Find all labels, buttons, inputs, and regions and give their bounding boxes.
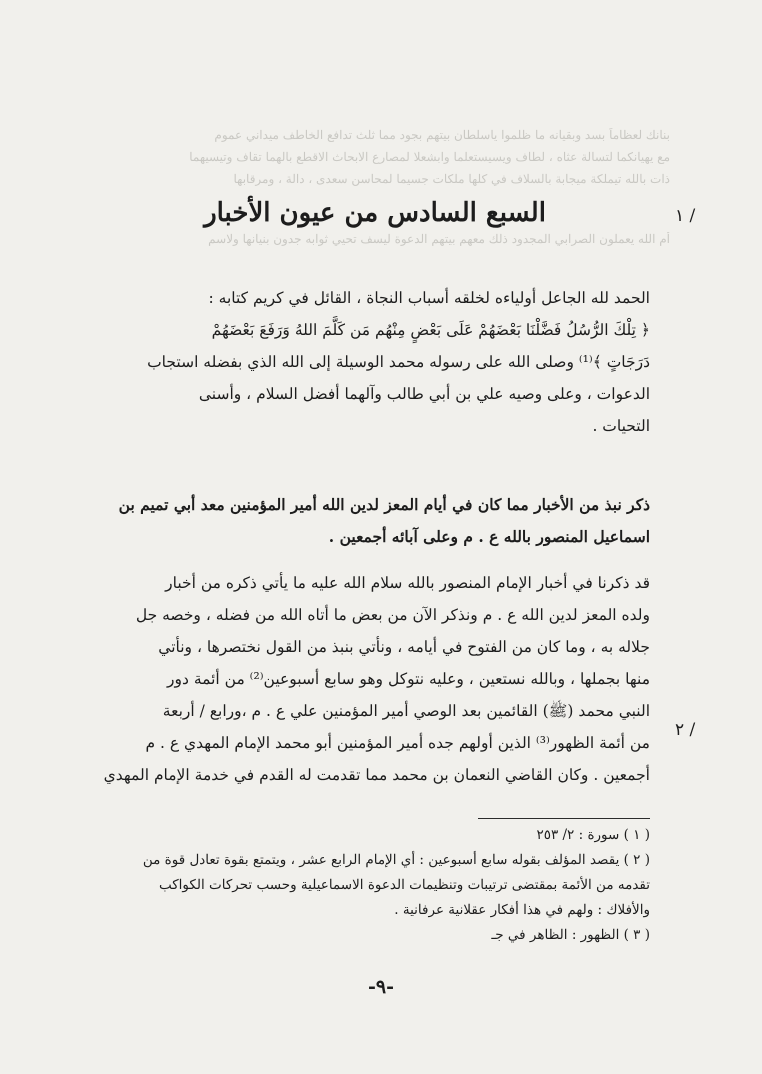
footnotes — [95, 823, 650, 948]
chapter-title: السبع السادس من عيون الأخبار — [204, 198, 546, 228]
quran-verse-line: ﴿ تِلْكَ الرُّسُلُ فَضَّلْنَا بَعْضَهُمْ عَلَى بَعْضٍ مِنْهُم مَن كَلَّمَ اللهُ وَرَفَعَ بَعْضَهُمْ — [211, 321, 650, 339]
bleed-through-text: ذات بالله تيملكة ميجابة بالسلاف في كلها ملكات جسيما لمحاسن سعدى ، دالة ، ومرقابها — [233, 172, 670, 186]
margin-number-1: ١ / — [675, 206, 696, 226]
bleed-through-text: أم الله يعملون الصرابي المجدود ذلك معهم بيتهم الدعوة ليسف تحيي ثوابه جدون بنيانها ولاسم — [208, 232, 670, 246]
body-paragraph — [95, 567, 650, 791]
text-line: ولده المعز لدين الله ع . م ونذكر الآن من بعض ما أتاه الله من فضله ، وخصه جل — [135, 606, 650, 624]
footnote-divider — [478, 818, 650, 819]
footnote-line: ( ١ ) سورة : ٢/ ٢٥٣ — [536, 827, 650, 843]
text-line: من أئمة الظهور⁽³⁾ الذين أولهم جده أمير المؤمنين أبو محمد الإمام المهدي ع . م — [145, 734, 650, 752]
text-line: دَرَجَاتٍ ﴾⁽¹⁾ وصلى الله على رسوله محمد الوسيلة إلى الله الذي بفضله استجاب — [147, 353, 650, 371]
text-line: قد ذكرنا في أخبار الإمام المنصور بالله سلام الله عليه ما يأتي ذكره من أخبار — [165, 574, 650, 592]
footnote-line: تقدمه من الأئمة بمقتضى ترتيبات وتنظيمات الدعوة الاسماعيلية وحسب تحركات الكواكب — [159, 877, 650, 893]
section-heading — [95, 489, 650, 553]
text-line: الدعوات ، وعلى وصيه علي بن أبي طالب وآلهما أفضل السلام ، وأسنى — [198, 385, 650, 403]
intro-paragraph — [95, 282, 650, 442]
text-line: النبي محمد (ﷺ) القائمين بعد الوصي أمير المؤمنين علي ع . م ،ورابع / أربعة — [162, 702, 650, 720]
text-line: منها بجملها ، وبالله نستعين ، وعليه نتوكل وهو سابع أسبوعين⁽²⁾ من أئمة دور — [167, 670, 650, 688]
margin-number-2: ٢ / — [675, 720, 696, 740]
heading-line: ذكر نبذ من الأخبار مما كان في أيام المعز لدين الله أمير المؤمنين معد أبي تميم بن — [118, 495, 650, 514]
footnote-line: والأفلاك : ولهم في هذا أفكار عقلانية عرفانية . — [394, 902, 650, 918]
bleed-through-text: بنانك لعظاماً بسد وبقيانه ما ظلموا ياسلطان بيتهم بجود مما ثلث تدافع الخاطف ميداني عموم — [214, 128, 670, 142]
heading-line: اسماعيل المنصور بالله ع . م وعلى آبائه أجمعين . — [328, 527, 650, 546]
footnote-line: ( ٢ ) يقصد المؤلف بقوله سابع أسبوعين : أي الإمام الرابع عشر ، ويتمتع بقوة تعادل قوة من — [142, 852, 650, 868]
bleed-through-text: مع يهيانكما لتسالة عثاه ، لطاف ويسيستعلما وابشعلا لمصارع الابحاث الاقطع بالهما تقاف وتيسيهما — [189, 150, 670, 164]
text-line: الحمد لله الجاعل أولياءه لخلقه أسباب النجاة ، القائل في كريم كتابه : — [208, 289, 650, 307]
page-number: -٩- — [368, 976, 394, 998]
text-line: التحيات . — [592, 417, 650, 435]
footnote-line: ( ٣ ) الظهور : الظاهر في جـ — [491, 927, 650, 943]
text-line: جلاله به ، وما كان من الفتوح في أيامه ، ونأتي بنبذ من القول نختصرها ، ونأتي — [158, 638, 650, 656]
text-line: أجمعين . وكان القاضي النعمان بن محمد مما تقدمت له القدم في خدمة الإمام المهدي — [103, 766, 650, 784]
